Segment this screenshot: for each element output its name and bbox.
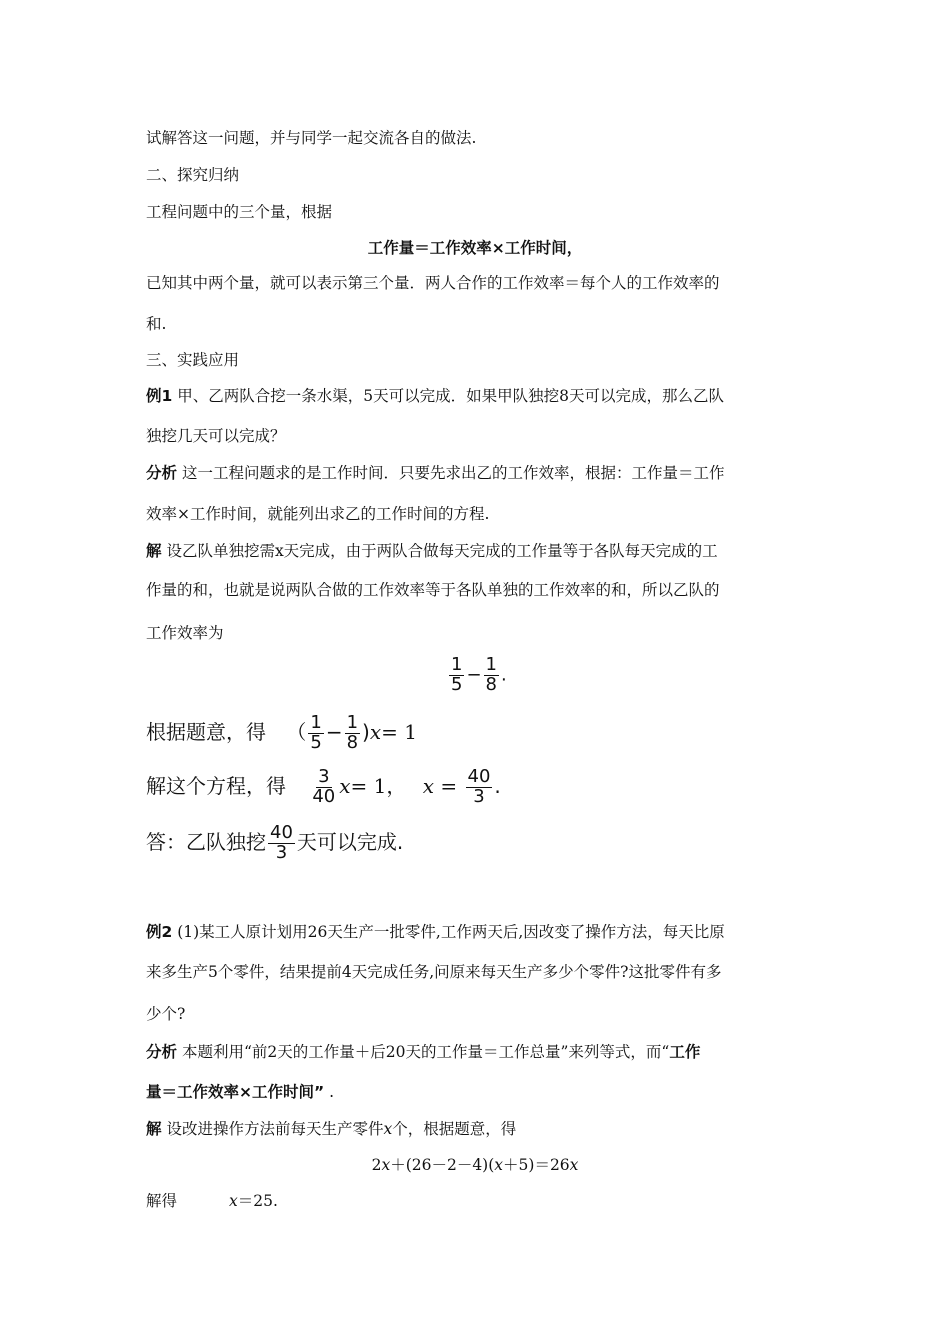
analysis-1-label: 分析 bbox=[146, 464, 178, 482]
paragraph-known-quantities: 已知其中两个量，就可以表示第三个量．两人合作的工作效率＝每个人的工作效率的 bbox=[146, 274, 720, 292]
frac-num: 1 bbox=[346, 712, 359, 733]
paragraph-known-quantities-end: 和. bbox=[146, 315, 167, 333]
analysis-2-bold-cont: 量＝工作效率×工作时间” bbox=[146, 1083, 325, 1101]
frac-num: 1 bbox=[485, 654, 497, 675]
frac-den: 8 bbox=[485, 673, 497, 695]
section-heading-3: 三、实践应用 bbox=[146, 351, 240, 369]
variable-x: x bbox=[422, 773, 435, 798]
answer-prefix: 答：乙队独挖 bbox=[146, 829, 266, 854]
fraction-1-8 bbox=[484, 656, 499, 695]
analysis-2-line-1 bbox=[146, 1042, 700, 1062]
solution-2-text: 设改进操作方法前每天生产零件 bbox=[161, 1120, 384, 1138]
analysis-1-text: 这一工程问题求的是工作时间．只要先求出乙的工作效率，根据：工作量＝工作 bbox=[177, 464, 725, 482]
variable-x: x bbox=[229, 1192, 238, 1210]
example-1-label: 例1 bbox=[146, 387, 173, 405]
solution-1-label: 解 bbox=[146, 542, 162, 560]
equation-setup bbox=[146, 714, 417, 753]
variable-x: x bbox=[494, 1156, 504, 1174]
equation-rhs: = 1 bbox=[381, 719, 417, 744]
equation-example-2 bbox=[0, 1155, 950, 1175]
section-heading-2: 二、探究归纳 bbox=[146, 166, 240, 184]
solution-1-line-2: 作量的和，也就是说两队合做的工作效率等于各队单独的工作效率的和，所以乙队的 bbox=[146, 581, 720, 599]
equation-efficiency bbox=[447, 656, 507, 695]
fraction-1-8 bbox=[345, 714, 360, 753]
variable-x: x bbox=[339, 773, 351, 798]
eq-term: ＋5)＝26 bbox=[503, 1156, 570, 1174]
frac-den: 5 bbox=[451, 673, 463, 695]
period: . bbox=[501, 664, 507, 686]
frac-num: 40 bbox=[467, 766, 491, 787]
formula-work: 工作量＝工作效率×工作时间， bbox=[367, 239, 583, 257]
analysis-2-end: . bbox=[324, 1083, 335, 1101]
solution-1-line-1 bbox=[146, 541, 718, 561]
example-2-line-3: 少个? bbox=[146, 1005, 186, 1023]
analysis-2-bold: 工作 bbox=[669, 1043, 701, 1061]
variable-x: x bbox=[383, 1120, 393, 1138]
result-value: ＝25. bbox=[237, 1192, 278, 1210]
close-paren: ) bbox=[362, 719, 370, 744]
fraction-1-5 bbox=[449, 656, 464, 695]
example-2-line-1 bbox=[146, 922, 725, 942]
solution-1-text: 设乙队单独挖需x天完成，由于两队合做每天完成的工作量等于各队每天完成的工 bbox=[161, 542, 718, 560]
analysis-1-line-1 bbox=[146, 463, 724, 483]
equation-mid: = 1， bbox=[350, 773, 407, 798]
period: . bbox=[494, 773, 501, 798]
example-2-label: 例2 bbox=[146, 923, 173, 941]
fraction-3-40 bbox=[310, 768, 337, 807]
final-result bbox=[146, 1191, 278, 1211]
example-1-line-1 bbox=[146, 386, 724, 406]
analysis-2-line-2 bbox=[146, 1082, 334, 1102]
equation-solve: 解这个方程，得 $\frac{3}{40}$ x= 1， x = $\frac{40}{3}$ . bbox=[146, 766, 501, 807]
analysis-1-line-2: 效率×工作时间，就能列出求乙的工作时间的方程. bbox=[146, 505, 490, 523]
fraction-1-5 bbox=[308, 714, 323, 753]
example-2-text: (1)某工人原计划用26天生产一批零件,工作两天后,因改变了操作方法，每天比原 bbox=[172, 923, 725, 941]
minus-sign: − bbox=[466, 664, 482, 686]
paragraph-quantities: 工程问题中的三个量，根据 bbox=[146, 203, 333, 221]
analysis-2-label: 分析 bbox=[146, 1043, 178, 1061]
solution-1-line-3: 工作效率为 bbox=[146, 624, 224, 642]
variable-x: x bbox=[369, 719, 382, 744]
result-prefix: 解得 bbox=[146, 1192, 178, 1210]
example-1-line-2: 独挖几天可以完成？ bbox=[146, 427, 286, 445]
solution-2-label: 解 bbox=[146, 1120, 162, 1138]
fraction-40-3 bbox=[268, 824, 295, 863]
answer-1 bbox=[146, 824, 403, 863]
solution-2-line-1 bbox=[146, 1119, 516, 1139]
solution-2-text-end: 个，根据题意，得 bbox=[392, 1120, 517, 1138]
frac-den: 3 bbox=[275, 841, 288, 863]
minus-sign: − bbox=[325, 719, 343, 744]
frac-num: 1 bbox=[310, 712, 322, 733]
analysis-2-text: 本题利用“前2天的工作量＋后20天的工作量＝工作总量”来列等式，而“ bbox=[177, 1043, 670, 1061]
frac-den: 5 bbox=[310, 731, 322, 753]
variable-x: x bbox=[569, 1156, 579, 1174]
frac-den: 3 bbox=[473, 785, 485, 807]
frac-num: 40 bbox=[270, 822, 293, 843]
eq-term: ＋(26－2－4)( bbox=[390, 1156, 495, 1174]
fraction-40-3 bbox=[466, 768, 493, 807]
eq-term: 2 bbox=[371, 1156, 382, 1174]
answer-suffix: 天可以完成. bbox=[296, 829, 404, 854]
equation-prefix: 根据题意，得 bbox=[146, 719, 266, 744]
frac-num: 3 bbox=[318, 766, 330, 787]
open-paren: （ bbox=[286, 719, 307, 744]
variable-x: x bbox=[381, 1156, 391, 1174]
example-1-text: 甲、乙两队合挖一条水渠，5天可以完成．如果甲队独挖8天可以完成，那么乙队 bbox=[172, 387, 724, 405]
paragraph-intro: 试解答这一问题，并与同学一起交流各自的做法. bbox=[146, 129, 477, 147]
frac-den: 40 bbox=[312, 785, 336, 807]
frac-num: 1 bbox=[451, 654, 463, 675]
example-2-line-2: 来多生产5个零件，结果提前4天完成任务,问原来每天生产多少个零件?这批零件有多 bbox=[146, 963, 722, 981]
equation-prefix: 解这个方程，得 bbox=[146, 773, 286, 798]
frac-den: 8 bbox=[346, 731, 359, 753]
